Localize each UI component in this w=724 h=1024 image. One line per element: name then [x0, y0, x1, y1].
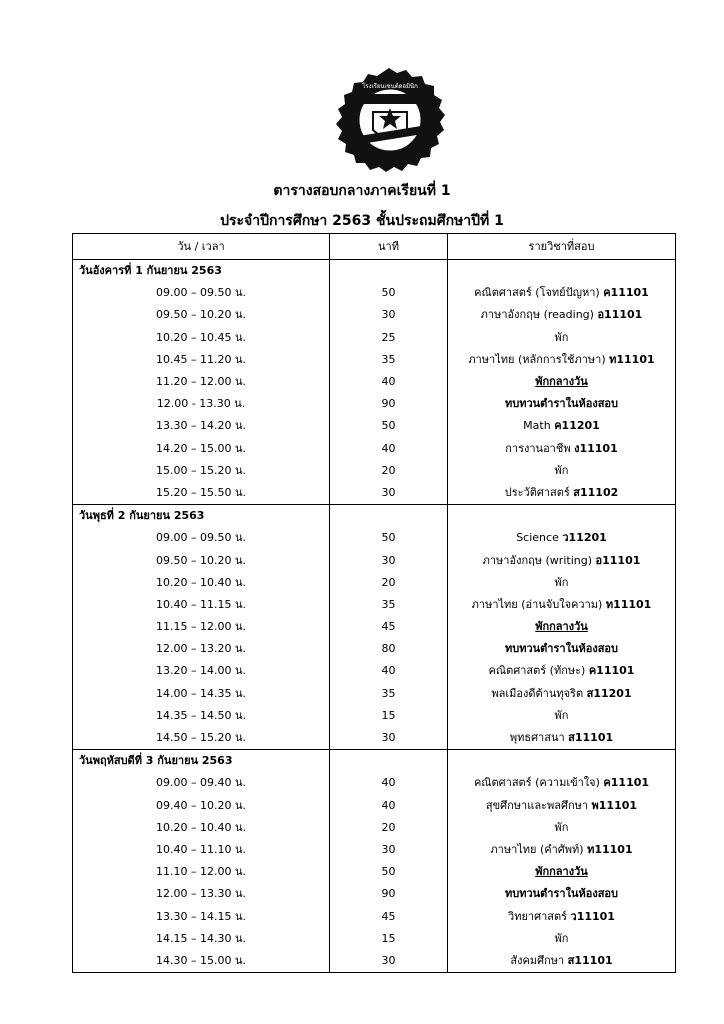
subject-name: พัก [554, 708, 569, 722]
minutes-cell: 30 [330, 549, 448, 571]
day-row [73, 750, 676, 773]
subject-name: พุทธศาสนา [509, 731, 569, 745]
subject-name: Science [516, 531, 563, 545]
subject-cell [448, 572, 676, 594]
minutes-cell: 15 [330, 928, 448, 950]
subject-cell [448, 683, 676, 705]
table-row [73, 304, 676, 326]
time-cell: 13.30 – 14.15 น. [73, 905, 330, 927]
subject-code: ค11201 [554, 419, 600, 433]
minutes-cell: 45 [330, 905, 448, 927]
empty-cell [448, 505, 676, 528]
subject-cell [448, 795, 676, 817]
subject-code: ส11101 [568, 731, 614, 745]
minutes-cell: 20 [330, 572, 448, 594]
time-cell: 10.20 – 10.40 น. [73, 817, 330, 839]
time-cell: 13.30 – 14.20 น. [73, 415, 330, 437]
subject-name: พักกลางวัน [535, 865, 588, 879]
subject-name: พัก [554, 463, 569, 477]
subject-code: ง11101 [574, 441, 618, 455]
table-row [73, 861, 676, 883]
time-cell: 14.20 – 15.00 น. [73, 438, 330, 460]
minutes-cell: 30 [330, 950, 448, 973]
logo-motto: ST. DOMINIC SCHOOL [363, 153, 417, 159]
subject-name: สังคมศึกษา [510, 953, 568, 967]
subject-name: ทบทวนตำราในห้องสอบ [504, 887, 618, 901]
subject-code: ค11101 [603, 776, 650, 790]
subject-code: ว11201 [562, 531, 607, 545]
table-row [73, 393, 676, 415]
subject-name: ภาษาไทย (หลักการใช้ภาษา) [468, 352, 610, 366]
table-row [73, 905, 676, 927]
subject-name: ภาษาอังกฤษ (writing) [482, 553, 596, 567]
subject-name: พัก [554, 931, 569, 945]
table-row [73, 705, 676, 727]
table-row [73, 327, 676, 349]
minutes-cell: 50 [330, 282, 448, 304]
subject-name: ทบทวนตำราในห้องสอบ [504, 642, 618, 656]
table-row [73, 795, 676, 817]
subject-cell [448, 705, 676, 727]
time-cell: 12.00 - 13.30 น. [73, 393, 330, 415]
subject-code: ท11101 [605, 597, 652, 611]
subject-code: อ11101 [595, 553, 641, 567]
minutes-cell: 40 [330, 371, 448, 393]
time-cell: 09.40 – 10.20 น. [73, 795, 330, 817]
subject-cell [448, 616, 676, 638]
subject-code: ส11201 [586, 686, 632, 700]
day-label: วันอังคารที่ 1 กันยายน 2563 [73, 260, 330, 283]
subject-cell [448, 349, 676, 371]
minutes-cell: 30 [330, 839, 448, 861]
time-cell: 09.00 – 09.40 น. [73, 772, 330, 794]
subject-code: ส11101 [567, 953, 613, 967]
subject-cell [448, 772, 676, 794]
subject-cell [448, 928, 676, 950]
time-cell: 09.50 – 10.20 น. [73, 304, 330, 326]
subject-cell [448, 304, 676, 326]
table-row [73, 839, 676, 861]
subject-cell [448, 883, 676, 905]
header-minutes: นาที [330, 234, 448, 260]
table-row [73, 928, 676, 950]
subject-code: พ11101 [591, 798, 638, 812]
time-cell: 10.40 – 11.10 น. [73, 839, 330, 861]
day-row [73, 260, 676, 283]
subject-code: ว11101 [570, 909, 615, 923]
subject-cell [448, 393, 676, 415]
subject-cell [448, 415, 676, 437]
subject-cell [448, 950, 676, 973]
time-cell: 13.20 – 14.00 น. [73, 660, 330, 682]
minutes-cell: 35 [330, 594, 448, 616]
time-cell: 10.20 – 10.45 น. [73, 327, 330, 349]
logo-text: โรงเรียนเซนต์ดอมินิก [362, 83, 418, 90]
minutes-cell: 80 [330, 638, 448, 660]
empty-cell [448, 750, 676, 773]
subject-name: คณิตศาสตร์ (ความเข้าใจ) [473, 776, 604, 790]
time-cell: 10.45 – 11.20 น. [73, 349, 330, 371]
table-row [73, 616, 676, 638]
subject-cell [448, 660, 676, 682]
subject-cell [448, 594, 676, 616]
time-cell: 11.10 – 12.00 น. [73, 861, 330, 883]
empty-cell [448, 260, 676, 283]
minutes-cell: 20 [330, 817, 448, 839]
subject-name: พัก [554, 820, 569, 834]
minutes-cell: 20 [330, 460, 448, 482]
subject-cell [448, 727, 676, 750]
minutes-cell: 40 [330, 438, 448, 460]
minutes-cell: 35 [330, 683, 448, 705]
table-row [73, 371, 676, 393]
time-cell: 12.00 – 13.30 น. [73, 883, 330, 905]
subject-cell [448, 905, 676, 927]
subject-name: ประวัติศาสตร์ [504, 485, 574, 499]
table-row [73, 282, 676, 304]
table-row [73, 482, 676, 505]
minutes-cell: 30 [330, 482, 448, 505]
time-cell: 09.50 – 10.20 น. [73, 549, 330, 571]
school-logo [323, 64, 455, 182]
subject-cell [448, 438, 676, 460]
subject-name: การงานอาชีพ [505, 441, 575, 455]
time-cell: 12.00 – 13.20 น. [73, 638, 330, 660]
subject-name: วิทยาศาสตร์ [508, 909, 571, 923]
exam-schedule-table [72, 233, 676, 973]
table-row [73, 638, 676, 660]
header-subject: รายวิชาที่สอบ [448, 234, 676, 260]
table-row [73, 683, 676, 705]
empty-cell [330, 260, 448, 283]
time-cell: 14.50 – 15.20 น. [73, 727, 330, 750]
day-label: วันพฤหัสบดีที่ 3 กันยายน 2563 [73, 750, 330, 773]
subject-code: ค11101 [588, 664, 635, 678]
subject-cell [448, 482, 676, 505]
subject-name: พักกลางวัน [535, 620, 588, 634]
table-row [73, 549, 676, 571]
minutes-cell: 35 [330, 349, 448, 371]
minutes-cell: 30 [330, 727, 448, 750]
time-cell: 14.15 – 14.30 น. [73, 928, 330, 950]
minutes-cell: 90 [330, 883, 448, 905]
day-row [73, 505, 676, 528]
empty-cell [330, 750, 448, 773]
minutes-cell: 40 [330, 795, 448, 817]
table-row [73, 772, 676, 794]
subject-cell [448, 282, 676, 304]
document-title: ตารางสอบกลางภาคเรียนที่ 1 [273, 183, 451, 199]
subject-name: ภาษาอังกฤษ (reading) [480, 308, 598, 322]
subject-cell [448, 861, 676, 883]
table-row [73, 594, 676, 616]
minutes-cell: 40 [330, 772, 448, 794]
table-row [73, 950, 676, 973]
document-subtitle: ประจำปีการศึกษา 2563 ชั้นประถมศึกษาปีที่ 1 [220, 213, 504, 229]
subject-name: พัก [554, 330, 569, 344]
subject-name: Math [523, 419, 555, 433]
minutes-cell: 25 [330, 327, 448, 349]
table-row [73, 460, 676, 482]
subject-name: ทบทวนตำราในห้องสอบ [504, 397, 618, 411]
subject-name: คณิตศาสตร์ (โจทย์ปัญหา) [474, 286, 604, 300]
subject-cell [448, 839, 676, 861]
time-cell: 15.20 – 15.50 น. [73, 482, 330, 505]
subject-code: ส11102 [573, 485, 619, 499]
minutes-cell: 15 [330, 705, 448, 727]
subject-code: ท11101 [609, 352, 655, 366]
subject-code: ท11101 [587, 842, 633, 856]
table-row [73, 660, 676, 682]
minutes-cell: 40 [330, 660, 448, 682]
header-time: วัน / เวลา [73, 234, 330, 260]
time-cell: 14.30 – 15.00 น. [73, 950, 330, 973]
subject-cell [448, 460, 676, 482]
time-cell: 10.20 – 10.40 น. [73, 572, 330, 594]
table-row [73, 415, 676, 437]
time-cell: 09.00 – 09.50 น. [73, 282, 330, 304]
subject-name: สุขศึกษาและพลศึกษา [485, 798, 592, 812]
subject-cell [448, 638, 676, 660]
minutes-cell: 50 [330, 527, 448, 549]
table-row [73, 349, 676, 371]
table-row [73, 572, 676, 594]
subject-code: อ11101 [597, 308, 643, 322]
empty-cell [330, 505, 448, 528]
subject-cell [448, 527, 676, 549]
minutes-cell: 30 [330, 304, 448, 326]
subject-name: พัก [554, 575, 569, 589]
subject-cell [448, 327, 676, 349]
subject-name: พักกลางวัน [535, 375, 588, 389]
time-cell: 14.00 – 14.35 น. [73, 683, 330, 705]
time-cell: 15.00 – 15.20 น. [73, 460, 330, 482]
table-body [73, 260, 676, 973]
table-row [73, 727, 676, 750]
subject-name: คณิตศาสตร์ (ทักษะ) [488, 664, 589, 678]
table-row [73, 817, 676, 839]
table-row [73, 527, 676, 549]
minutes-cell: 50 [330, 861, 448, 883]
time-cell: 14.35 – 14.50 น. [73, 705, 330, 727]
subject-cell [448, 549, 676, 571]
time-cell: 11.15 – 12.00 น. [73, 616, 330, 638]
time-cell: 10.40 – 11.15 น. [73, 594, 330, 616]
subject-cell [448, 371, 676, 393]
minutes-cell: 50 [330, 415, 448, 437]
time-cell: 09.00 – 09.50 น. [73, 527, 330, 549]
subject-cell [448, 817, 676, 839]
subject-name: ภาษาไทย (คำศัพท์) [490, 842, 588, 856]
subject-name: พลเมืองดีต้านทุจริต [491, 686, 587, 700]
table-header-row [73, 234, 676, 260]
table-row [73, 438, 676, 460]
subject-code: ค11101 [603, 286, 649, 300]
table-row [73, 883, 676, 905]
time-cell: 11.20 – 12.00 น. [73, 371, 330, 393]
minutes-cell: 45 [330, 616, 448, 638]
minutes-cell: 90 [330, 393, 448, 415]
subject-name: ภาษาไทย (อ่านจับใจความ) [471, 597, 606, 611]
day-label: วันพุธที่ 2 กันยายน 2563 [73, 505, 330, 528]
